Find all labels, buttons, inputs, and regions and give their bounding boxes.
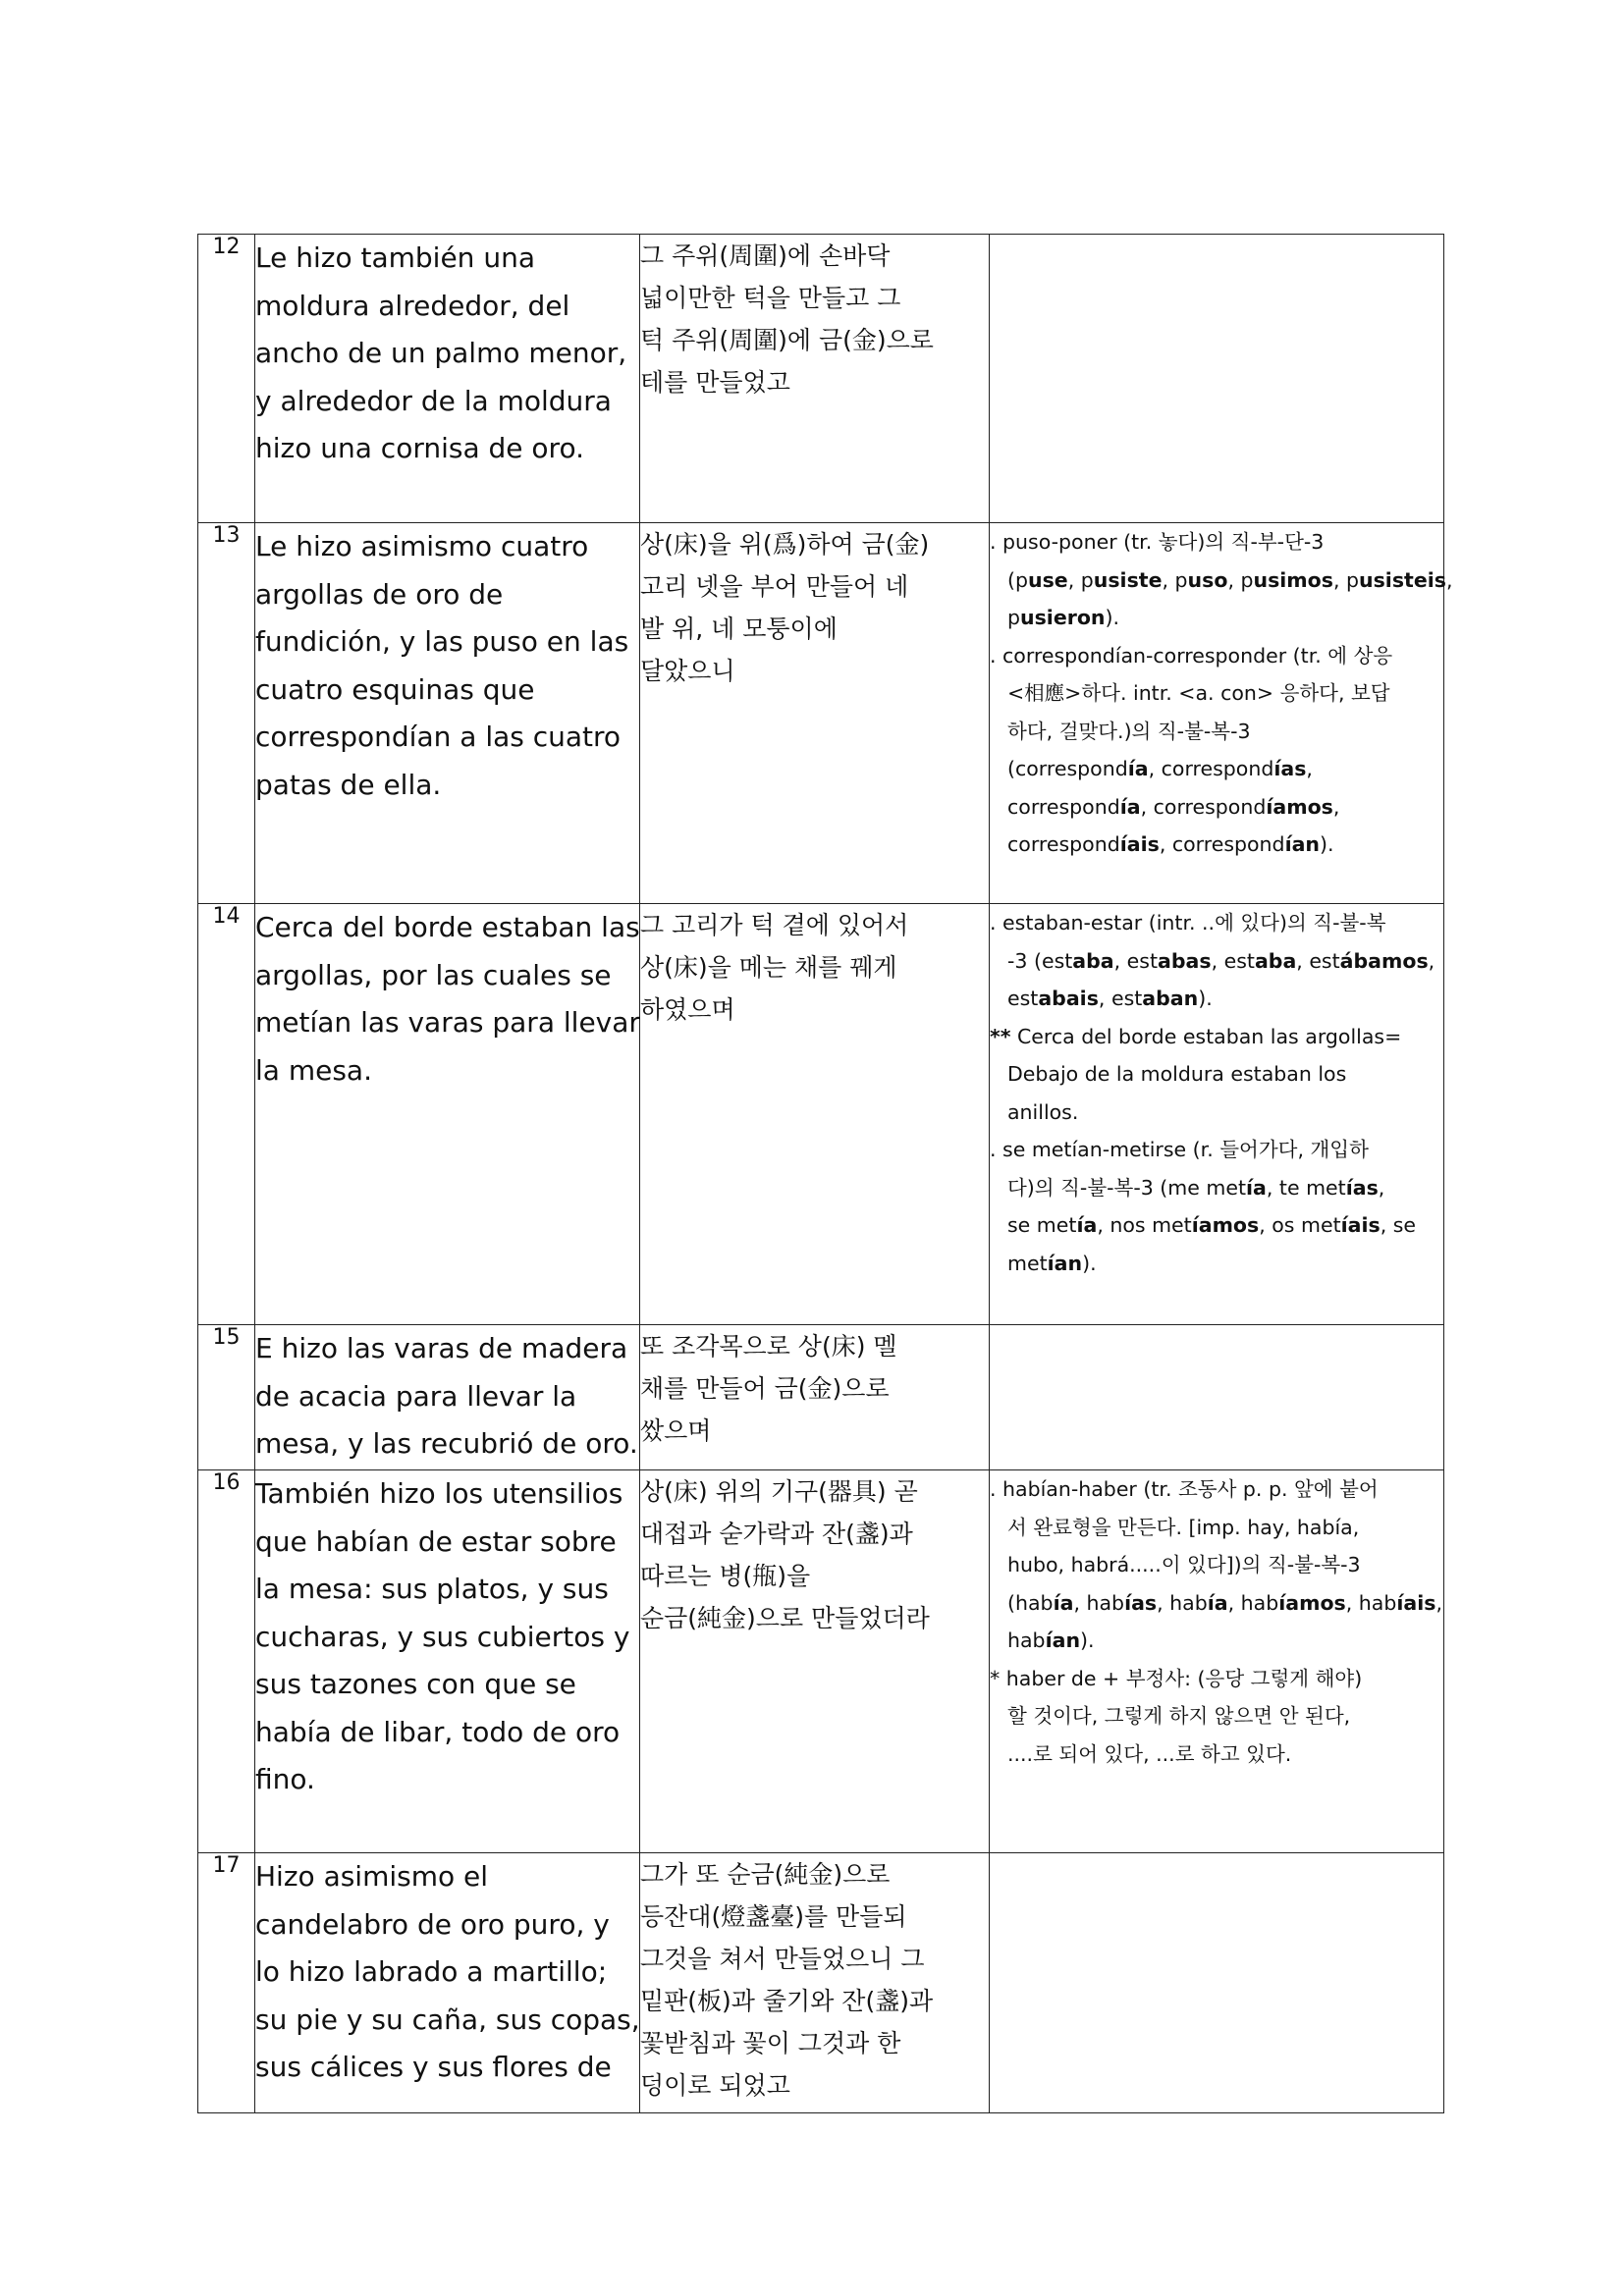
table-row [198, 904, 1444, 1325]
table-row [198, 1853, 1444, 2113]
grammar-note-line: (correspondía, correspondías, [1007, 757, 1313, 780]
grammar-note-line: . habían-haber (tr. 조동사 p. p. 앞에 붙어 [990, 1477, 1379, 1501]
grammar-note-line: . se metían-metirse (r. 들어가다, 개입하 [990, 1138, 1369, 1161]
grammar-note-line: 다)의 직-불-복-3 (me metía, te metías, [1007, 1175, 1385, 1200]
grammar-note-line: ....로 되어 있다, ...로 하고 있다. [1007, 1741, 1292, 1766]
grammar-note-line: habían). [1007, 1629, 1095, 1652]
table-row [198, 235, 1444, 523]
korean-text-line: 쌌으며 [640, 1416, 712, 1445]
korean-text-cell [640, 904, 990, 1325]
korean-text-line: 그것을 쳐서 만들었으니 그 [640, 1945, 925, 1973]
korean-text-line: 순금(純金)으로 만들었더라 [640, 1604, 930, 1632]
spanish-text-line: cuatro esquinas que [255, 672, 535, 706]
table-row [198, 1325, 1444, 1470]
spanish-text-line: ancho de un palmo menor, [255, 337, 627, 369]
korean-text-line: 덩이로 되었고 [640, 2071, 790, 2100]
grammar-note-line: Debajo de la moldura estaban los [1007, 1062, 1347, 1086]
spanish-text-line: hizo una cornisa de oro. [255, 432, 584, 464]
korean-text-cell [640, 235, 990, 523]
korean-text-line: 채를 만들어 금(金)으로 [640, 1374, 890, 1403]
korean-text-cell [640, 1470, 990, 1853]
korean-text-line: 따르는 병(甁)을 [640, 1562, 811, 1590]
korean-text-line: 대접과 숟가락과 잔(盞)과 [640, 1520, 913, 1548]
grammar-notes-cell [990, 1470, 1444, 1853]
verse-number: 14 [198, 904, 255, 1325]
spanish-text-line: correspondían a las cuatro [255, 721, 622, 753]
spanish-text-cell [255, 1325, 640, 1470]
grammar-note-line: se metía, nos metíamos, os metíais, se [1007, 1213, 1417, 1237]
korean-text-line: 밑판(板)과 줄기와 잔(盞)과 [640, 1987, 934, 2015]
spanish-text-line: sus cálices y sus flores de [255, 2051, 612, 2083]
spanish-text-line: Hizo asimismo el [255, 1860, 489, 1893]
spanish-text-line: cucharas, y sus cubiertos y [255, 1620, 630, 1653]
verse-number: 17 [198, 1853, 255, 2113]
spanish-text-line: metían las varas para llevar [255, 1006, 640, 1039]
grammar-note-line: -3 (estaba, estabas, estaba, estábamos, [1007, 948, 1435, 973]
grammar-note-line: hubo, habrá.....이 있다])의 직-불-복-3 [1007, 1553, 1361, 1576]
spanish-text-line: Le hizo asimismo cuatro [255, 530, 589, 562]
spanish-text-line: su pie y su caña, sus copas, [255, 2002, 640, 2036]
grammar-note-line: 하다, 걸맞다.)의 직-불-복-3 [1007, 719, 1251, 743]
korean-text-line: 달았으니 [640, 657, 735, 685]
spanish-text-line: argollas, por las cuales se [255, 958, 612, 991]
verse-number: 13 [198, 523, 255, 904]
spanish-text-cell [255, 1470, 640, 1853]
spanish-text-line: candelabro de oro puro, y [255, 1907, 610, 1941]
spanish-text-line: de acacia para llevar la [255, 1379, 577, 1413]
korean-text-line: 발 위, 네 모퉁이에 [640, 614, 838, 643]
korean-text-cell [640, 523, 990, 904]
grammar-note-line: ** Cerca del borde estaban las argollas= [990, 1024, 1402, 1048]
spanish-text-line: que habían de estar sobre [255, 1524, 617, 1558]
spanish-text-cell [255, 235, 640, 523]
grammar-note-line: 서 완료형을 만든다. [imp. hay, había, [1007, 1515, 1360, 1539]
spanish-text-line: la mesa: sus platos, y sus [255, 1573, 609, 1605]
korean-text-line: 상(床)을 위(爲)하여 금(金) [640, 530, 930, 559]
verse-number: 16 [198, 1470, 255, 1853]
grammar-note-line: <相應>하다. intr. <a. con> 응하다, 보답 [1007, 681, 1390, 705]
korean-text-line: 넓이만한 턱을 만들고 그 [640, 284, 901, 312]
spanish-text-line: había de libar, todo de oro [255, 1715, 621, 1748]
korean-text-cell [640, 1853, 990, 2113]
verse-number: 12 [198, 235, 255, 523]
spanish-text-line: mesa, y las recubrió de oro. [255, 1427, 638, 1460]
korean-text-line: 테를 만들었고 [640, 368, 790, 397]
spanish-text-cell [255, 904, 640, 1325]
korean-text-line: 하였으며 [640, 995, 735, 1024]
grammar-note-line: . estaban-estar (intr. ..에 있다)의 직-불-복 [990, 911, 1386, 934]
korean-text-line: 고리 넷을 부어 만들어 네 [640, 572, 909, 601]
grammar-note-line: . puso-poner (tr. 놓다)의 직-부-단-3 [990, 530, 1325, 554]
spanish-text-line: argollas de oro de [255, 577, 504, 611]
grammar-notes-cell [990, 1853, 1444, 2113]
grammar-notes-cell [990, 235, 1444, 523]
korean-text-line: 상(床)을 메는 채를 꿰게 [640, 953, 897, 982]
spanish-text-line: y alrededor de la moldura [255, 384, 612, 417]
spanish-text-line: la mesa. [255, 1053, 372, 1087]
grammar-note-line: (había, habías, había, habíamos, habíais, [1007, 1590, 1442, 1615]
spanish-text-line: También hizo los utensilios [255, 1477, 623, 1510]
korean-text-line: 등잔대(燈盞臺)를 만들되 [640, 1902, 907, 1931]
korean-text-cell [640, 1325, 990, 1470]
spanish-text-line: fundición, y las puso en las [255, 625, 629, 658]
grammar-note-line: * haber de + 부정사: (응당 그렇게 해야) [990, 1666, 1363, 1690]
spanish-text-line: E hizo las varas de madera [255, 1332, 628, 1364]
spanish-text-line: fino. [255, 1763, 315, 1795]
grammar-note-line: pusieron). [1007, 606, 1120, 629]
grammar-note-line: correspondía, correspondíamos, [1007, 794, 1340, 819]
grammar-notes-cell [990, 523, 1453, 904]
grammar-note-line: anillos. [1007, 1099, 1079, 1124]
spanish-text-cell [255, 523, 640, 904]
verse-table [197, 234, 1453, 2113]
grammar-note-line: metían). [1007, 1251, 1097, 1275]
korean-text-line: 꽃받침과 꽃이 그것과 한 [640, 2029, 901, 2057]
grammar-notes-cell [990, 1325, 1444, 1470]
spanish-text-line: patas de ella. [255, 768, 442, 801]
korean-text-line: 그 주위(周圍)에 손바닥 [640, 241, 891, 270]
spanish-text-line: lo hizo labrado a martillo; [255, 1955, 608, 1988]
spanish-text-line: Cerca del borde estaban las [255, 911, 640, 943]
korean-text-line: 그가 또 순금(純金)으로 [640, 1860, 891, 1889]
grammar-notes-cell [990, 904, 1444, 1325]
spanish-text-line: moldura alrededor, del [255, 289, 570, 322]
grammar-note-line: 할 것이다, 그렇게 하지 않으면 안 된다, [1007, 1704, 1351, 1728]
korean-text-line: 또 조각목으로 상(床) 멜 [640, 1332, 897, 1361]
table-row [198, 1470, 1444, 1853]
grammar-note-line: correspondíais, correspondían). [1007, 832, 1334, 856]
grammar-note-line: estabais, estaban). [1007, 987, 1213, 1010]
grammar-note-line: . correspondían-corresponder (tr. 에 상응 [990, 643, 1393, 667]
verse-number: 15 [198, 1325, 255, 1470]
korean-text-line: 그 고리가 턱 곁에 있어서 [640, 911, 909, 939]
grammar-note-line: (puse, pusiste, puso, pusimos, pusisteis, [1007, 567, 1453, 592]
spanish-text-line: sus tazones con que se [255, 1668, 576, 1700]
spanish-text-cell [255, 1853, 640, 2113]
korean-text-line: 턱 주위(周圍)에 금(金)으로 [640, 326, 934, 354]
table-row [198, 523, 1444, 904]
korean-text-line: 상(床) 위의 기구(器具) 곧 [640, 1477, 918, 1506]
spanish-text-line: Le hizo también una [255, 241, 535, 274]
